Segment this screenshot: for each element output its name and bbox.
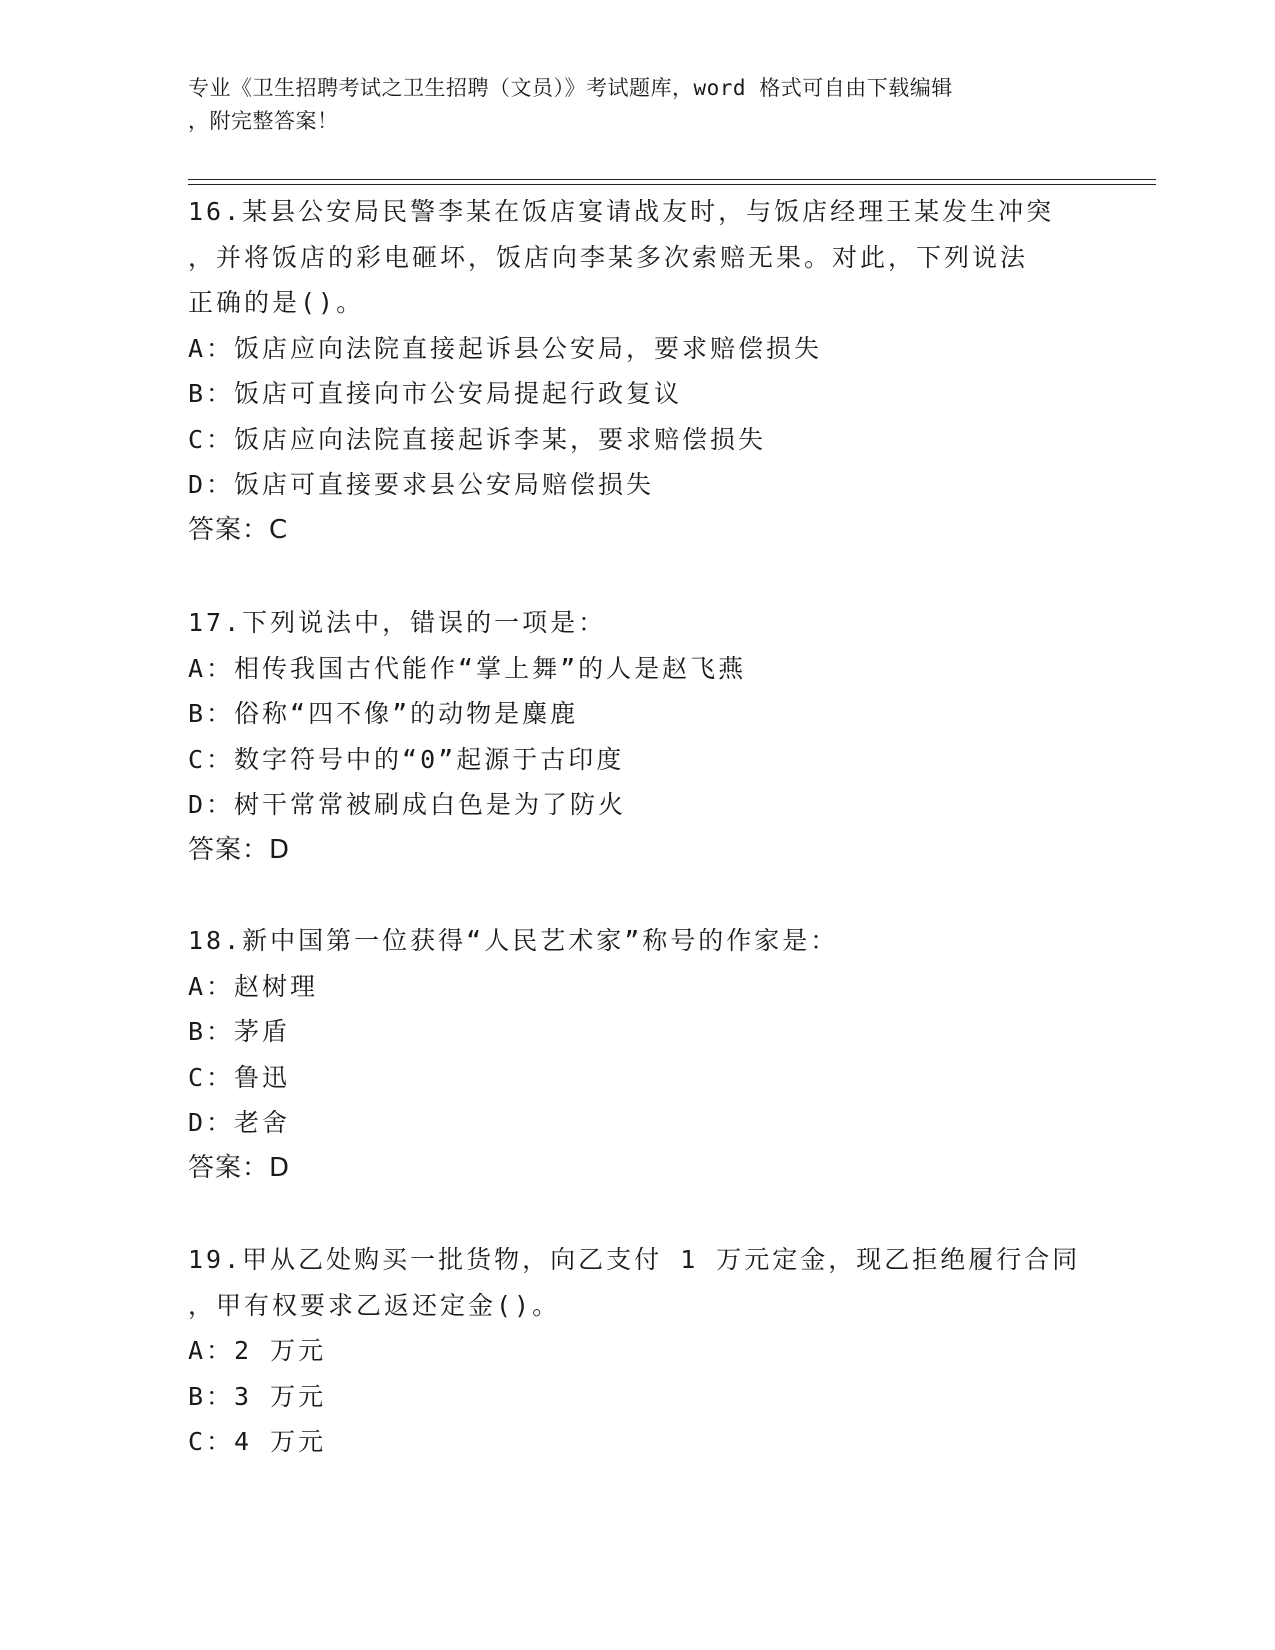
option-a: A：相传我国古代能作“掌上舞”的人是赵飞燕 bbox=[188, 653, 747, 683]
header-line-1: 专业《卫生招聘考试之卫生招聘（文员）》考试题库，word 格式可自由下载编辑 bbox=[188, 76, 953, 100]
option-c: C：4 万元 bbox=[188, 1427, 327, 1456]
option-c: C：鲁迅 bbox=[188, 1062, 291, 1092]
option-a: A：2 万元 bbox=[188, 1336, 327, 1365]
answer-line: 答案：D bbox=[188, 1152, 291, 1183]
answer-line: 答案：D bbox=[188, 834, 291, 865]
option-c: C：饭店应向法院直接起诉李某，要求赔偿损失 bbox=[188, 424, 767, 454]
question-stem-line: ，并将饭店的彩电砸坏，饭店向李某多次索赔无果。对此，下列说法 bbox=[188, 242, 1029, 272]
question-stem-line: 16.某县公安局民警李某在饭店宴请战友时，与饭店经理王某发生冲突 bbox=[188, 197, 1055, 226]
question-16 bbox=[188, 189, 1088, 553]
question-stem-line: 正确的是()。 bbox=[188, 288, 365, 317]
option-d: D：饭店可直接要求县公安局赔偿损失 bbox=[188, 470, 655, 499]
option-d: D：老舍 bbox=[188, 1108, 291, 1137]
question-18 bbox=[188, 918, 1088, 1191]
option-b: B：3 万元 bbox=[188, 1381, 327, 1411]
question-stem-line: 17.下列说法中，错误的一项是： bbox=[188, 608, 607, 637]
header-line-2: ，附完整答案！ bbox=[188, 109, 339, 133]
option-a: A：饭店应向法院直接起诉县公安局，要求赔偿损失 bbox=[188, 333, 823, 363]
header-divider-bottom bbox=[188, 184, 1156, 185]
question-stem-line: 18.新中国第一位获得“人民艺术家”称号的作家是： bbox=[188, 926, 839, 955]
answer-line: 答案：C bbox=[188, 514, 289, 545]
option-b: B：茅盾 bbox=[188, 1017, 291, 1046]
header-divider-top bbox=[188, 179, 1156, 180]
option-b: B：俗称“四不像”的动物是麋鹿 bbox=[188, 699, 579, 728]
document-header bbox=[188, 72, 1088, 138]
question-19 bbox=[188, 1237, 1088, 1465]
option-c: C：数字符号中的“0”起源于古印度 bbox=[188, 744, 625, 774]
question-stem-line: 19.甲从乙处购买一批货物，向乙支付 1 万元定金，现乙拒绝履行合同 bbox=[188, 1245, 1081, 1274]
question-17 bbox=[188, 600, 1088, 873]
option-a: A：赵树理 bbox=[188, 971, 319, 1001]
option-b: B：饭店可直接向市公安局提起行政复议 bbox=[188, 379, 683, 408]
option-d: D：树干常常被刷成白色是为了防火 bbox=[188, 790, 627, 819]
question-stem-line: ，甲有权要求乙返还定金()。 bbox=[188, 1290, 561, 1320]
